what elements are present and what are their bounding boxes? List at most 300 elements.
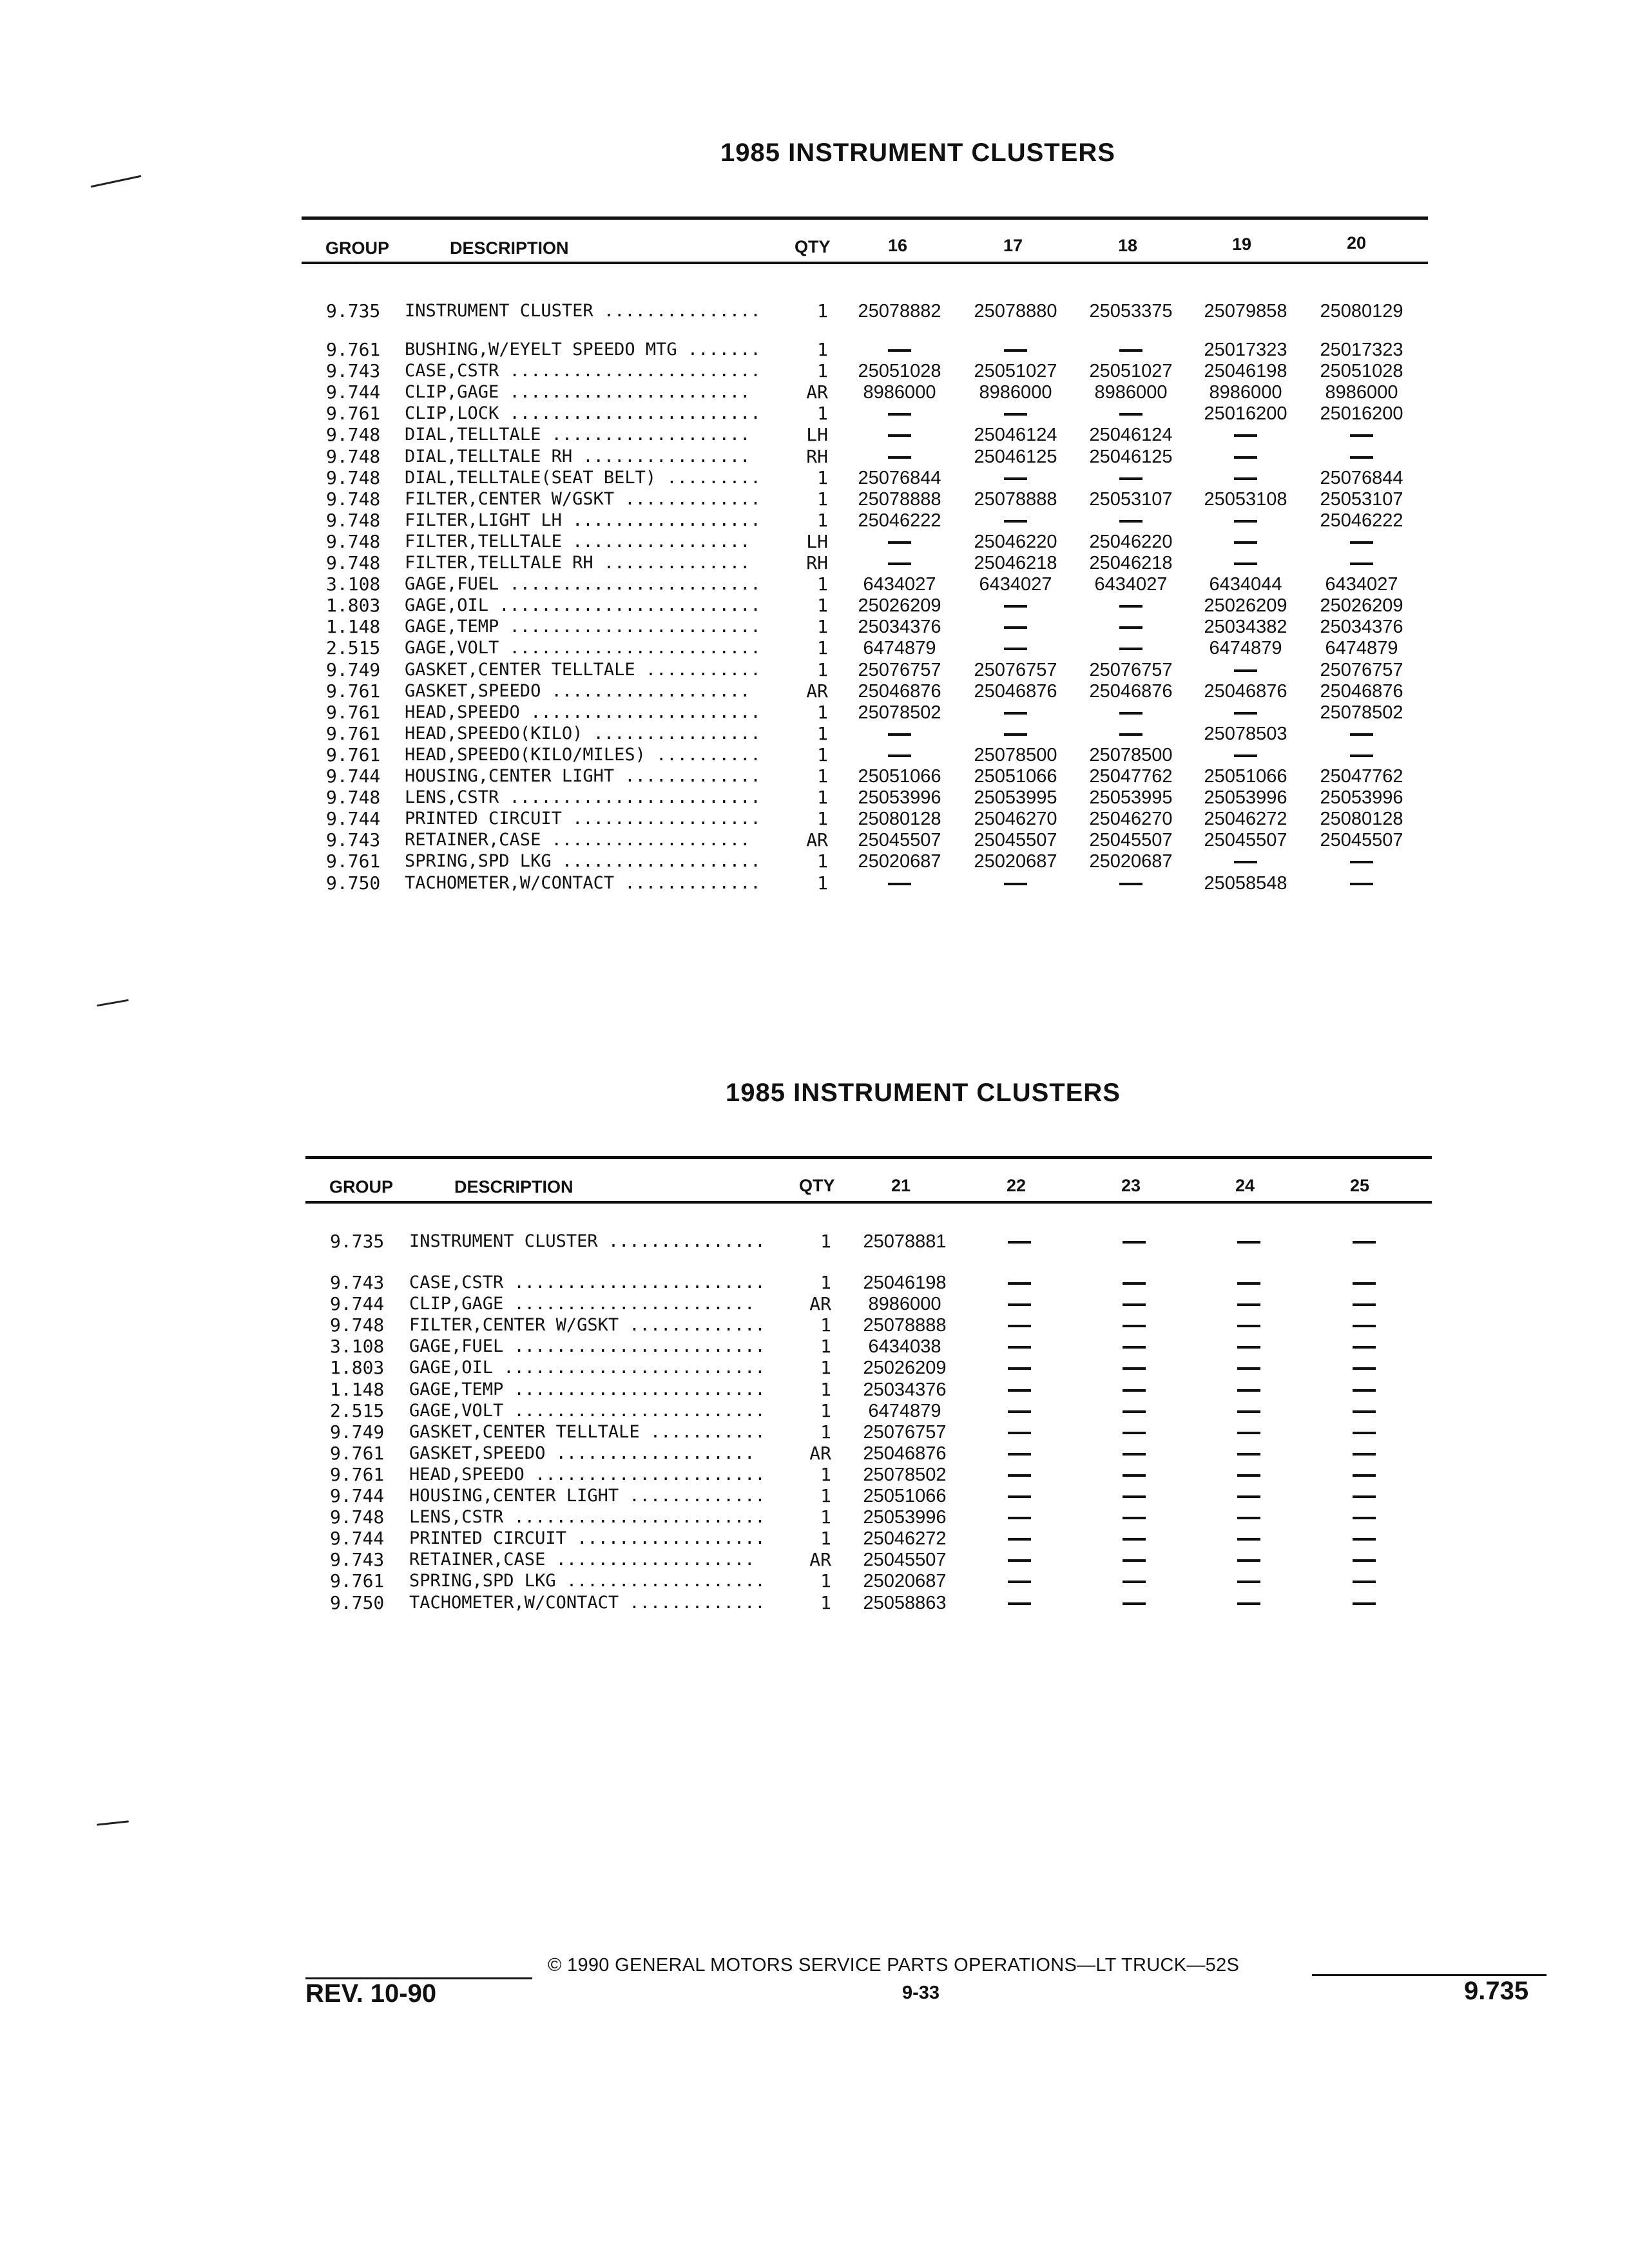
quantity: 1 <box>817 765 828 787</box>
quantity: 1 <box>817 509 828 531</box>
part-number: 25078503 <box>1204 723 1287 744</box>
group-number: 9.749 <box>326 658 381 680</box>
not-applicable-dash <box>1353 1517 1376 1519</box>
quantity: 1 <box>820 1485 831 1506</box>
not-applicable-dash <box>888 349 911 352</box>
group-number: 9.761 <box>326 850 381 872</box>
footer-copyright: © 1990 GENERAL MOTORS SERVICE PARTS OPERATIONS—LT TRUCK—52S <box>548 1955 1240 1975</box>
part-number: 25020687 <box>974 851 1057 872</box>
part-number: 25078502 <box>863 1464 947 1485</box>
part-number: 25078881 <box>863 1231 947 1252</box>
part-number: 6474879 <box>1325 638 1398 659</box>
part-number: 25053996 <box>858 787 941 809</box>
not-applicable-dash <box>1119 349 1142 352</box>
quantity: AR <box>809 1549 831 1571</box>
not-applicable-dash <box>1234 669 1257 672</box>
not-applicable-dash <box>1237 1241 1260 1244</box>
part-number: 25046270 <box>974 809 1057 830</box>
table-1-header-col-16: 16 <box>888 236 908 255</box>
table-1-header-col-18: 18 <box>1118 236 1138 255</box>
not-applicable-dash <box>1353 1389 1376 1392</box>
quantity: 1 <box>820 1570 831 1592</box>
group-number: 9.744 <box>326 381 381 403</box>
not-applicable-dash <box>1237 1410 1260 1413</box>
part-number: 25051028 <box>1320 361 1403 382</box>
part-number: 25080129 <box>1320 301 1403 322</box>
part-description: FILTER,TELLTALE ................. <box>405 531 751 552</box>
part-number: 25046198 <box>1204 361 1287 382</box>
not-applicable-dash <box>1123 1538 1146 1541</box>
group-number: 9.761 <box>326 339 381 360</box>
part-description: GAGE,OIL ......................... <box>409 1358 766 1378</box>
table-2-header-qty: QTY <box>799 1176 835 1195</box>
part-number: 6434027 <box>1094 574 1168 595</box>
part-number: 25026209 <box>1320 595 1403 617</box>
quantity: AR <box>806 381 828 403</box>
part-number: 25020687 <box>1089 851 1173 872</box>
table-2-header-col-22: 22 <box>1007 1176 1027 1195</box>
part-number: 25034382 <box>1204 617 1287 638</box>
part-number: 6434044 <box>1209 574 1282 595</box>
table-2-top-rule <box>305 1156 1432 1159</box>
part-number: 25045507 <box>1320 830 1403 851</box>
margin-mark <box>97 999 129 1007</box>
not-applicable-dash <box>1237 1325 1260 1327</box>
not-applicable-dash <box>1353 1325 1376 1327</box>
quantity: 1 <box>817 595 828 617</box>
not-applicable-dash <box>1237 1538 1260 1541</box>
not-applicable-dash <box>1234 520 1257 523</box>
part-number: 25046876 <box>974 680 1057 702</box>
not-applicable-dash <box>1008 1325 1031 1327</box>
part-number: 25017323 <box>1320 340 1403 360</box>
part-description: HEAD,SPEEDO(KILO) ................ <box>405 723 761 744</box>
group-number: 9.743 <box>330 1272 385 1293</box>
not-applicable-dash <box>1004 733 1027 736</box>
part-number: 25046876 <box>1204 680 1287 702</box>
group-number: 3.108 <box>326 573 381 595</box>
part-description: RETAINER,CASE ................... <box>405 830 751 850</box>
not-applicable-dash <box>1234 754 1257 757</box>
part-description: DIAL,TELLTALE(SEAT BELT) ......... <box>405 467 761 488</box>
not-applicable-dash <box>1237 1367 1260 1370</box>
part-number: 25053375 <box>1089 301 1173 322</box>
group-number: 9.748 <box>326 424 381 446</box>
part-description: DIAL,TELLTALE ................... <box>405 425 751 445</box>
not-applicable-dash <box>1123 1517 1146 1519</box>
footer-section-number: 9.735 <box>1464 1977 1529 2005</box>
not-applicable-dash <box>1008 1559 1031 1562</box>
part-description: TACHOMETER,W/CONTACT ............. <box>409 1592 766 1613</box>
part-description: FILTER,CENTER W/GSKT ............. <box>405 488 761 509</box>
footer-revision: REV. 10-90 <box>305 1979 437 2008</box>
part-number: 25078502 <box>1320 702 1403 723</box>
part-description: INSTRUMENT CLUSTER ............... <box>405 301 761 321</box>
group-number: 9.761 <box>330 1570 385 1592</box>
part-number: 25076757 <box>863 1421 947 1443</box>
part-number: 25046222 <box>1320 510 1403 531</box>
part-number: 25046270 <box>1089 809 1173 830</box>
not-applicable-dash <box>1353 1346 1376 1349</box>
part-number: 8986000 <box>1209 382 1282 403</box>
not-applicable-dash <box>1119 520 1142 523</box>
part-description: GAGE,TEMP ........................ <box>405 617 761 637</box>
margin-mark <box>91 175 142 188</box>
not-applicable-dash <box>1237 1495 1260 1498</box>
part-number: 25046218 <box>974 553 1057 573</box>
group-number: 9.761 <box>330 1463 385 1485</box>
not-applicable-dash <box>1004 626 1027 629</box>
not-applicable-dash <box>1008 1495 1031 1498</box>
part-number: 25017323 <box>1204 340 1287 360</box>
not-applicable-dash <box>1008 1367 1031 1370</box>
part-number: 25080128 <box>1320 809 1403 830</box>
not-applicable-dash <box>1237 1282 1260 1285</box>
not-applicable-dash <box>1123 1495 1146 1498</box>
part-number: 25076757 <box>858 659 941 680</box>
part-number: 25045507 <box>1089 830 1173 851</box>
table-2-header-col-25: 25 <box>1350 1176 1370 1195</box>
not-applicable-dash <box>1350 733 1373 736</box>
footer-right-rule <box>1312 1974 1547 1976</box>
part-number: 25046220 <box>974 531 1057 552</box>
quantity: 1 <box>817 744 828 765</box>
not-applicable-dash <box>1234 541 1257 544</box>
part-description: BUSHING,W/EYELT SPEEDO MTG ....... <box>405 340 761 360</box>
part-description: GASKET,SPEEDO ................... <box>409 1443 755 1463</box>
quantity: 1 <box>820 1272 831 1293</box>
not-applicable-dash <box>1353 1495 1376 1498</box>
quantity: 1 <box>817 360 828 382</box>
part-number: 25053108 <box>1204 488 1287 510</box>
not-applicable-dash <box>1004 349 1027 352</box>
part-description: FILTER,CENTER W/GSKT ............. <box>409 1315 766 1336</box>
not-applicable-dash <box>1008 1410 1031 1413</box>
not-applicable-dash <box>1237 1453 1260 1456</box>
not-applicable-dash <box>1008 1517 1031 1519</box>
group-number: 9.748 <box>326 552 381 573</box>
part-description: INSTRUMENT CLUSTER ............... <box>409 1231 766 1251</box>
part-number: 25076757 <box>974 659 1057 680</box>
not-applicable-dash <box>1234 456 1257 459</box>
part-number: 25051066 <box>974 766 1057 787</box>
part-number: 25053107 <box>1320 488 1403 510</box>
not-applicable-dash <box>1353 1602 1376 1605</box>
not-applicable-dash <box>1123 1453 1146 1456</box>
part-number: 25046220 <box>1089 531 1173 552</box>
not-applicable-dash <box>888 883 911 885</box>
part-description: GASKET,CENTER TELLTALE ........... <box>409 1421 766 1442</box>
group-number: 9.743 <box>330 1549 385 1571</box>
quantity: 1 <box>820 1421 831 1443</box>
part-description: SPRING,SPD LKG ................... <box>409 1571 766 1591</box>
part-number: 25046124 <box>974 425 1057 446</box>
group-number: 9.761 <box>326 744 381 765</box>
not-applicable-dash <box>1353 1559 1376 1562</box>
part-number: 25058863 <box>863 1592 947 1613</box>
table-2-header-col-21: 21 <box>891 1176 911 1195</box>
quantity: 1 <box>817 339 828 360</box>
not-applicable-dash <box>1008 1346 1031 1349</box>
quantity: LH <box>806 424 828 446</box>
part-number: 8986000 <box>863 382 936 403</box>
part-number: 6474879 <box>863 638 936 659</box>
part-description: SPRING,SPD LKG ................... <box>405 851 761 872</box>
table-1-top-rule <box>302 216 1428 220</box>
table-1-header-col-20: 20 <box>1347 233 1367 253</box>
not-applicable-dash <box>1350 434 1373 437</box>
quantity: AR <box>806 680 828 702</box>
part-number: 25080128 <box>858 809 941 830</box>
not-applicable-dash <box>1119 413 1142 416</box>
not-applicable-dash <box>1008 1282 1031 1285</box>
part-number: 25078500 <box>974 744 1057 765</box>
quantity: 1 <box>817 701 828 723</box>
not-applicable-dash <box>1234 477 1257 480</box>
part-number: 25046876 <box>863 1443 947 1464</box>
part-number: 25078502 <box>858 702 941 723</box>
table-1-header-group: GROUP <box>325 238 390 258</box>
table-2-header-col-24: 24 <box>1235 1176 1255 1195</box>
table-1-header-rule <box>302 262 1428 264</box>
quantity: 1 <box>817 573 828 595</box>
not-applicable-dash <box>1123 1325 1146 1327</box>
not-applicable-dash <box>1123 1282 1146 1285</box>
part-description: DIAL,TELLTALE RH ................ <box>405 446 751 466</box>
part-description: GASKET,CENTER TELLTALE ........... <box>405 659 761 680</box>
not-applicable-dash <box>888 562 911 565</box>
not-applicable-dash <box>1123 1241 1146 1244</box>
part-number: 25034376 <box>1320 617 1403 638</box>
not-applicable-dash <box>1123 1602 1146 1605</box>
not-applicable-dash <box>1237 1474 1260 1477</box>
part-description: LENS,CSTR ........................ <box>409 1507 766 1528</box>
part-description: HOUSING,CENTER LIGHT ............. <box>409 1486 766 1506</box>
part-number: 8986000 <box>1094 382 1168 403</box>
part-number: 25078888 <box>863 1315 947 1336</box>
quantity: 1 <box>820 1336 831 1358</box>
not-applicable-dash <box>1008 1602 1031 1605</box>
part-number: 6434027 <box>1325 574 1398 595</box>
group-number: 9.761 <box>326 680 381 702</box>
part-number: 25046272 <box>863 1528 947 1550</box>
not-applicable-dash <box>1004 712 1027 715</box>
not-applicable-dash <box>1119 733 1142 736</box>
quantity: 1 <box>817 616 828 638</box>
not-applicable-dash <box>1353 1410 1376 1413</box>
quantity: 1 <box>820 1591 831 1613</box>
not-applicable-dash <box>1008 1432 1031 1434</box>
part-description: PRINTED CIRCUIT .................. <box>409 1528 766 1549</box>
not-applicable-dash <box>1123 1389 1146 1392</box>
part-description: HEAD,SPEEDO ...................... <box>409 1464 766 1485</box>
not-applicable-dash <box>1353 1581 1376 1583</box>
not-applicable-dash <box>1004 413 1027 416</box>
part-number: 25076844 <box>858 467 941 488</box>
not-applicable-dash <box>888 413 911 416</box>
quantity: AR <box>809 1293 831 1315</box>
not-applicable-dash <box>1237 1389 1260 1392</box>
part-number: 25053996 <box>1320 787 1403 809</box>
margin-mark <box>97 1820 129 1825</box>
not-applicable-dash <box>1123 1432 1146 1434</box>
group-number: 9.744 <box>326 765 381 787</box>
not-applicable-dash <box>1237 1432 1260 1434</box>
quantity: RH <box>806 445 828 467</box>
group-number: 9.748 <box>326 787 381 809</box>
not-applicable-dash <box>1237 1346 1260 1349</box>
not-applicable-dash <box>1004 648 1027 650</box>
not-applicable-dash <box>1119 626 1142 629</box>
part-number: 25053995 <box>1089 787 1173 809</box>
part-number: 25034376 <box>863 1379 947 1400</box>
quantity: 1 <box>820 1463 831 1485</box>
quantity: 1 <box>820 1399 831 1421</box>
not-applicable-dash <box>1234 861 1257 863</box>
not-applicable-dash <box>1350 562 1373 565</box>
part-description: GAGE,FUEL ........................ <box>409 1336 766 1357</box>
part-number: 25026209 <box>863 1358 947 1379</box>
group-number: 9.750 <box>330 1591 385 1613</box>
quantity: 1 <box>817 466 828 488</box>
table-2-header-rule <box>305 1201 1432 1204</box>
part-description: GAGE,VOLT ........................ <box>409 1400 766 1421</box>
not-applicable-dash <box>1353 1432 1376 1434</box>
part-number: 25051066 <box>863 1486 947 1506</box>
not-applicable-dash <box>1123 1581 1146 1583</box>
not-applicable-dash <box>1237 1581 1260 1583</box>
part-number: 25047762 <box>1320 766 1403 787</box>
part-number: 25078500 <box>1089 744 1173 765</box>
part-number: 6474879 <box>868 1400 941 1421</box>
not-applicable-dash <box>1008 1474 1031 1477</box>
group-number: 9.761 <box>326 701 381 723</box>
part-description: CASE,CSTR ........................ <box>405 361 761 381</box>
part-number: 25047762 <box>1089 766 1173 787</box>
group-number: 3.108 <box>330 1336 385 1358</box>
part-number: 25045507 <box>858 830 941 851</box>
quantity: 1 <box>817 850 828 872</box>
table-1-header-qty: QTY <box>795 237 831 256</box>
not-applicable-dash <box>1350 456 1373 459</box>
part-number: 25020687 <box>858 851 941 872</box>
part-description: HOUSING,CENTER LIGHT ............. <box>405 766 761 786</box>
table-2-title: 1985 INSTRUMENT CLUSTERS <box>726 1079 1121 1107</box>
group-number: 9.748 <box>326 445 381 467</box>
not-applicable-dash <box>1004 477 1027 480</box>
part-number: 25053107 <box>1089 488 1173 510</box>
not-applicable-dash <box>1008 1303 1031 1306</box>
quantity: 1 <box>820 1357 831 1379</box>
part-number: 25045507 <box>1204 830 1287 851</box>
part-number: 6434027 <box>979 574 1052 595</box>
group-number: 1.148 <box>326 616 381 638</box>
table-1-header-col-17: 17 <box>1003 236 1023 255</box>
part-number: 6434027 <box>863 574 936 595</box>
part-number: 25078882 <box>858 301 941 322</box>
part-number: 25076757 <box>1089 659 1173 680</box>
group-number: 9.748 <box>330 1314 385 1336</box>
part-number: 25076757 <box>1320 659 1403 680</box>
part-number: 8986000 <box>868 1294 941 1315</box>
not-applicable-dash <box>1123 1367 1146 1370</box>
not-applicable-dash <box>1353 1282 1376 1285</box>
part-number: 25016200 <box>1320 403 1403 425</box>
part-number: 6434038 <box>868 1336 941 1358</box>
not-applicable-dash <box>888 434 911 437</box>
part-number: 25046198 <box>863 1273 947 1293</box>
part-number: 25026209 <box>1204 595 1287 617</box>
quantity: 1 <box>820 1314 831 1336</box>
part-description: RETAINER,CASE ................... <box>409 1550 755 1570</box>
not-applicable-dash <box>1008 1241 1031 1244</box>
not-applicable-dash <box>1119 712 1142 715</box>
group-number: 9.744 <box>330 1528 385 1550</box>
group-number: 9.735 <box>326 300 381 322</box>
part-description: LENS,CSTR ........................ <box>405 787 761 808</box>
not-applicable-dash <box>1123 1559 1146 1562</box>
not-applicable-dash <box>1123 1474 1146 1477</box>
part-description: CLIP,GAGE ....................... <box>409 1294 755 1314</box>
quantity: 1 <box>817 637 828 659</box>
part-number: 25051027 <box>1089 361 1173 382</box>
quantity: AR <box>806 829 828 851</box>
part-number: 25053995 <box>974 787 1057 809</box>
not-applicable-dash <box>888 541 911 544</box>
group-number: 9.748 <box>330 1506 385 1528</box>
part-number: 25046124 <box>1089 425 1173 446</box>
part-number: 25046222 <box>858 510 941 531</box>
quantity: 1 <box>817 808 828 830</box>
not-applicable-dash <box>1353 1303 1376 1306</box>
quantity: AR <box>809 1442 831 1464</box>
quantity: 1 <box>820 1378 831 1400</box>
part-description: HEAD,SPEEDO(KILO/MILES) .......... <box>405 744 761 765</box>
not-applicable-dash <box>888 733 911 736</box>
part-description: PRINTED CIRCUIT .................. <box>405 809 761 829</box>
part-description: CLIP,LOCK ........................ <box>405 403 761 424</box>
not-applicable-dash <box>1237 1517 1260 1519</box>
part-number: 25053996 <box>1204 787 1287 809</box>
part-number: 25046876 <box>858 680 941 702</box>
not-applicable-dash <box>1119 477 1142 480</box>
not-applicable-dash <box>1008 1538 1031 1541</box>
not-applicable-dash <box>1353 1453 1376 1456</box>
not-applicable-dash <box>1353 1241 1376 1244</box>
quantity: 1 <box>820 1506 831 1528</box>
part-description: GAGE,TEMP ........................ <box>409 1379 766 1399</box>
not-applicable-dash <box>1004 605 1027 608</box>
part-number: 25046218 <box>1089 553 1173 573</box>
not-applicable-dash <box>1123 1410 1146 1413</box>
part-number: 8986000 <box>979 382 1052 403</box>
table-2-header-col-23: 23 <box>1121 1176 1141 1195</box>
not-applicable-dash <box>1234 434 1257 437</box>
quantity: 1 <box>817 872 828 894</box>
group-number: 9.744 <box>326 808 381 830</box>
not-applicable-dash <box>1119 648 1142 650</box>
group-number: 1.803 <box>330 1357 385 1379</box>
part-number: 25051066 <box>858 766 941 787</box>
quantity: 1 <box>817 658 828 680</box>
part-number: 25026209 <box>858 595 941 617</box>
not-applicable-dash <box>1353 1367 1376 1370</box>
part-number: 25045507 <box>974 830 1057 851</box>
table-2-header-description: DESCRIPTION <box>454 1177 574 1196</box>
table-2-header-group: GROUP <box>329 1177 394 1196</box>
table-1-title: 1985 INSTRUMENT CLUSTERS <box>720 139 1115 167</box>
table-1-header-col-19: 19 <box>1232 235 1252 254</box>
